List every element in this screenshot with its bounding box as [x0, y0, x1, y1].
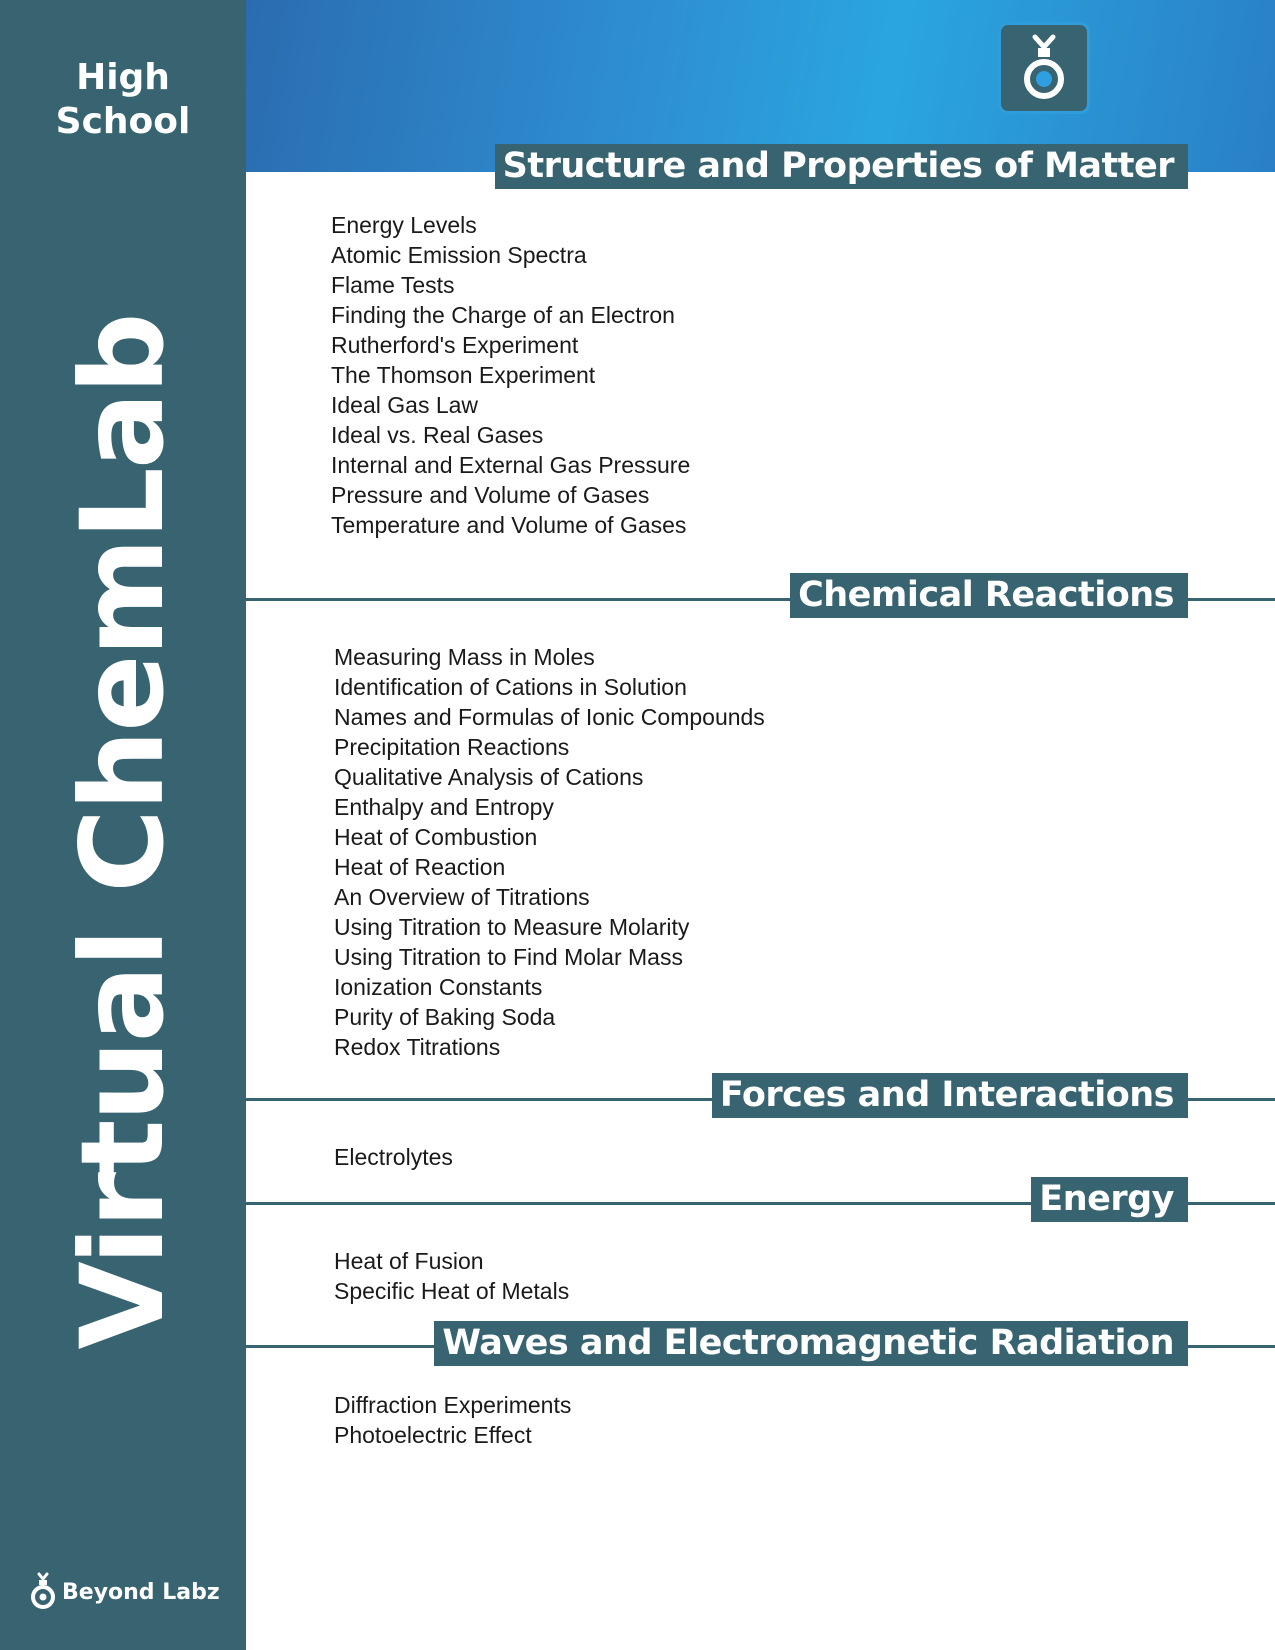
topic-list-forces-and-interactions [334, 1142, 453, 1172]
topic-list-waves-and-em-radiation [334, 1390, 571, 1450]
brand-name: Beyond Labz [62, 1579, 220, 1605]
section-heading-forces-and-interactions: Forces and Interactions [712, 1073, 1188, 1118]
section-heading-waves-and-em-radiation: Waves and Electromagnetic Radiation [434, 1321, 1188, 1366]
app-logo [998, 22, 1090, 114]
grade-level-line1: High [76, 57, 170, 98]
list-item: Rutherford's Experiment [331, 332, 579, 358]
list-item: Heat of Fusion [334, 1248, 484, 1274]
list-item: Enthalpy and Entropy [334, 794, 554, 820]
grade-level [0, 56, 246, 144]
list-item: Electrolytes [334, 1144, 453, 1170]
list-item: Using Titration to Measure Molarity [334, 914, 690, 940]
list-item: The Thomson Experiment [331, 362, 596, 388]
list-item: Measuring Mass in Moles [334, 644, 595, 670]
list-item: Redox Titrations [334, 1034, 501, 1060]
list-item: Names and Formulas of Ionic Compounds [334, 704, 765, 730]
section-heading-chemical-reactions: Chemical Reactions [790, 573, 1188, 618]
list-item: Heat of Combustion [334, 824, 538, 850]
section-heading-energy: Energy [1031, 1177, 1188, 1222]
list-item: Atomic Emission Spectra [331, 242, 587, 268]
list-item: Ideal Gas Law [331, 392, 479, 418]
brand-logo [30, 1570, 220, 1614]
list-item: Qualitative Analysis of Cations [334, 764, 644, 790]
list-item: Flame Tests [331, 272, 455, 298]
list-item: Specific Heat of Metals [334, 1278, 570, 1304]
sidebar [0, 0, 246, 1650]
list-item: Photoelectric Effect [334, 1422, 532, 1448]
list-item: Diffraction Experiments [334, 1392, 572, 1418]
list-item: Purity of Baking Soda [334, 1004, 556, 1030]
list-item: Heat of Reaction [334, 854, 506, 880]
list-item: Ideal vs. Real Gases [331, 422, 544, 448]
list-item: Ionization Constants [334, 974, 543, 1000]
list-item: Temperature and Volume of Gases [331, 512, 687, 538]
section-heading-structure-and-properties: Structure and Properties of Matter [495, 144, 1188, 189]
flask-icon [1019, 33, 1069, 103]
list-item: Pressure and Volume of Gases [331, 482, 650, 508]
list-item: Internal and External Gas Pressure [331, 452, 691, 478]
list-item: Precipitation Reactions [334, 734, 570, 760]
list-item: Energy Levels [331, 212, 477, 238]
list-item: An Overview of Titrations [334, 884, 590, 910]
flask-icon [30, 1572, 56, 1612]
topic-list-structure-and-properties [331, 210, 690, 540]
grade-level-line2: School [55, 101, 191, 142]
list-item: Using Titration to Find Molar Mass [334, 944, 683, 970]
list-item: Identification of Cations in Solution [334, 674, 687, 700]
list-item: Finding the Charge of an Electron [331, 302, 675, 328]
topic-list-chemical-reactions [334, 642, 765, 1062]
topic-list-energy [334, 1246, 569, 1306]
product-title: Virtual ChemLab [56, 314, 189, 1350]
